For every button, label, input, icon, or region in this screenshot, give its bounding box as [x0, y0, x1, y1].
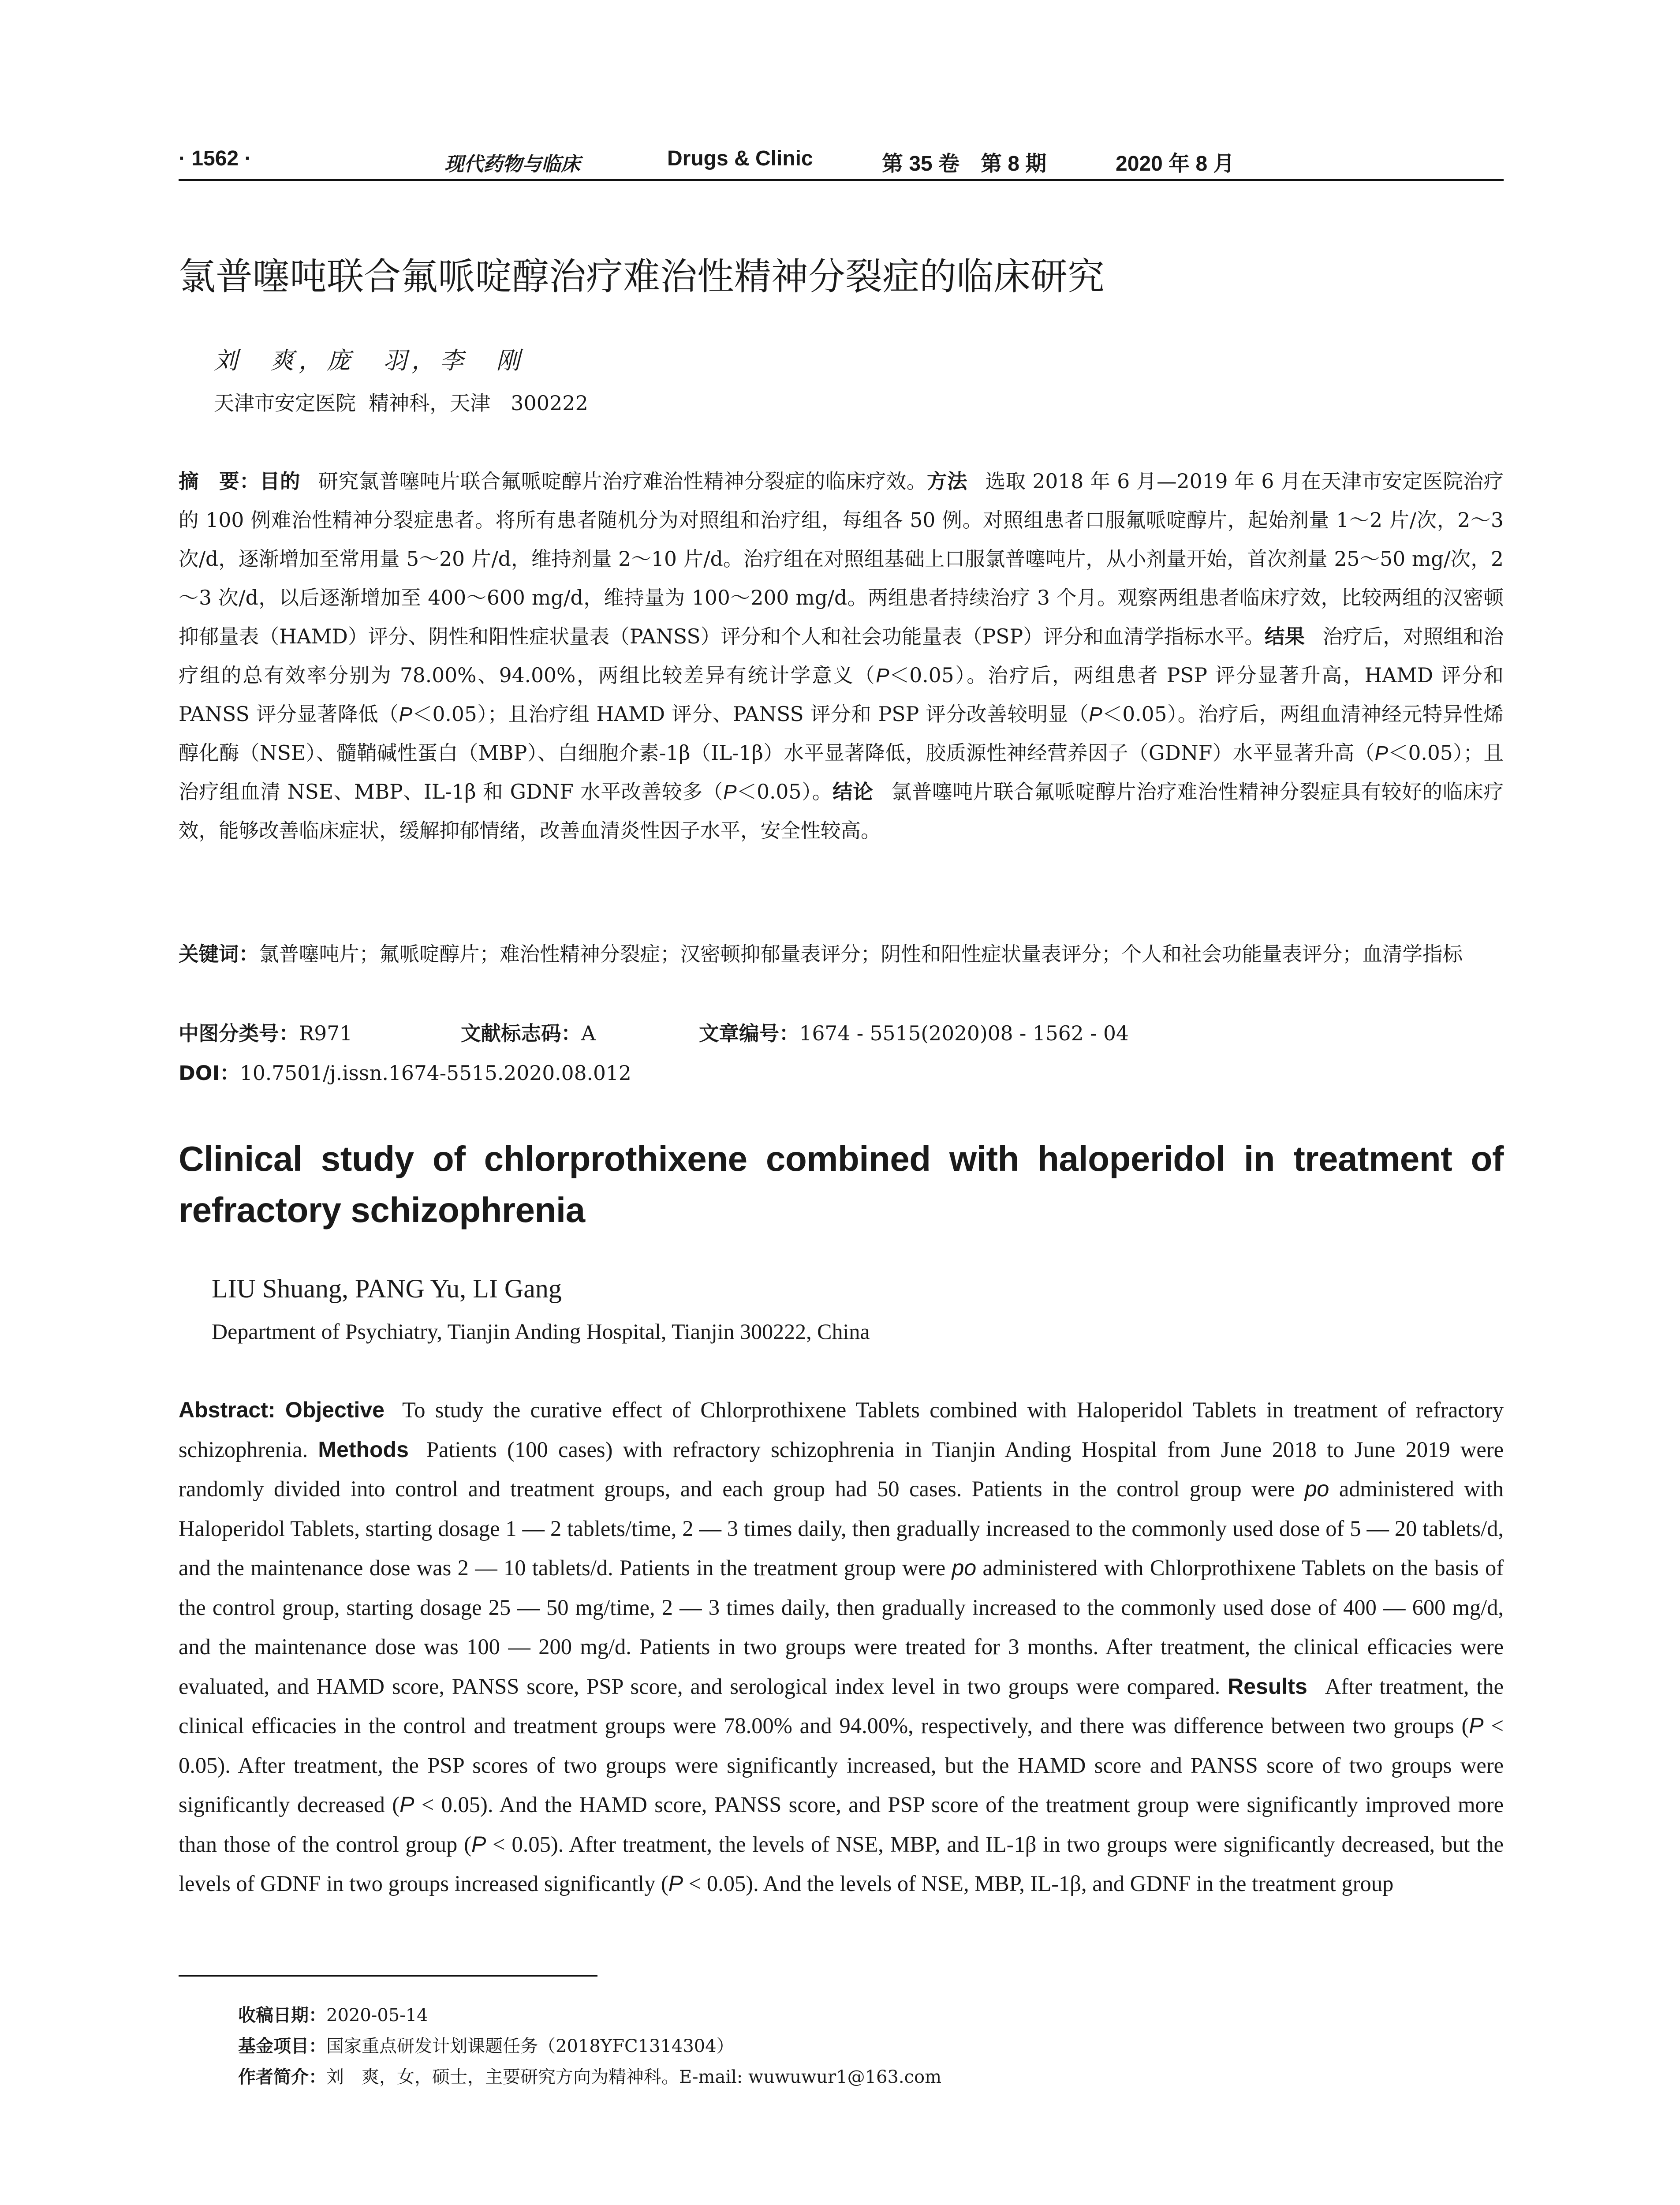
abstract-en	[179, 1390, 1504, 1904]
journal-name-en: Drugs & Clinic	[667, 147, 813, 170]
keywords-cn	[179, 935, 1504, 974]
affiliation-cn: 天津市安定医院 精神科，天津 300222	[214, 391, 588, 415]
p-value-symbol: P	[668, 1871, 683, 1896]
volume-issue: 第 35 卷 第 8 期	[882, 152, 1047, 176]
p-value-symbol: P	[1374, 742, 1388, 764]
doi-line	[179, 1054, 631, 1093]
affiliation-en: Department of Psychiatry, Tianjin Anding Hospital, Tianjin 300222, China	[212, 1319, 870, 1344]
objective-en-text: To study the curative effect of Chlorprothixene Tablets combined with Haloperidol Tablets in treatment of refractory schizophrenia.	[179, 1398, 1504, 1462]
methods-en-text: administered with Haloperidol Tablets, starting dosage 1 — 2 tablets/time, 2 — 3 times daily, then gradually increased to the commonly used dose of 5 — 20 tablets/d, and the maintenance dose was 2 — 10 tablets/d. Patients in the treatment group were	[179, 1476, 1504, 1580]
objective-cn-text: 研究氯普噻吨片联合氟哌啶醇片治疗难治性精神分裂症的临床疗效。	[318, 470, 927, 493]
keywords-cn-label: 关键词：	[179, 942, 259, 966]
results-cn-text: 治疗后，对照组和治疗组的总有效率分别为 78.00%、94.00%，两组比较差异有统计学意义（	[179, 625, 1504, 687]
authors-cn: 刘 爽，庞 羽，李 刚	[214, 347, 524, 374]
clc-number: 中图分类号：R971	[179, 1022, 353, 1045]
p-value-symbol: P	[1469, 1713, 1484, 1738]
results-en-label: Results	[1228, 1674, 1307, 1699]
p-value-symbol: P	[471, 1831, 486, 1857]
results-cn-text: ＜0.05）；且治疗组 HAMD 评分、PANSS 评分和 PSP 评分改善较明显（	[412, 703, 1089, 726]
conclusion-cn-text: 氯普噻吨片联合氟哌啶醇片治疗难治性精神分裂症具有较好的临床疗效，能够改善临床症状，缓解抑郁情绪，改善血清炎性因子水平，安全性较高。	[179, 780, 1504, 842]
article-title-cn: 氯普噻吨联合氟哌啶醇治疗难治性精神分裂症的临床研究	[179, 255, 1105, 298]
methods-en-text: Patients (100 cases) with refractory schizophrenia in Tianjin Anding Hospital from June 2018 to June 2019 were randomly divided into control and treatment groups, and each group had 50 cases. Patients in the control group were	[179, 1437, 1504, 1501]
authors-en: LIU Shuang, PANG Yu, LI Gang	[212, 1274, 562, 1303]
funding-info: 基金项目：国家重点研发计划课题任务（2018YFC1314304）	[238, 2036, 734, 2056]
page-number: · 1562 ·	[179, 147, 252, 170]
footnote-divider	[179, 1975, 597, 1977]
document-code: 文献标志码：A	[461, 1022, 596, 1045]
keywords-cn-text: 氯普噻吨片；氟哌啶醇片；难治性精神分裂症；汉密顿抑郁量表评分；阴性和阳性症状量表评分；个人和社会功能量表评分；血清学指标	[259, 942, 1463, 966]
doi-link[interactable]: 10.7501/j.issn.1674-5515.2020.08.012	[239, 1061, 631, 1085]
po-abbrev: po	[1304, 1476, 1329, 1501]
p-value-symbol: P	[876, 664, 889, 687]
results-en-text: < 0.05). After treatment, the PSP scores of two groups were significantly increased, but the HAMD score and PANSS score of two groups were significantly decreased (	[179, 1713, 1504, 1817]
doi-label: DOI：	[179, 1061, 240, 1085]
abstract-cn-label: 摘 要：	[179, 470, 260, 493]
methods-en-text: administered with Chlorprothixene Tablets on the basis of the control group, starting dosage 25 — 50 mg/time, 2 — 3 times daily, then gradually increased to the commonly used dose of 400 — 600 mg/d, and the maintenance dose was 100 — 200 mg/d. Patients in two groups were treated for 3 months. After treatment, the clinical efficacies were evaluated, and HAMD score, PANSS score, PSP score, and serological index level in two groups were compared.	[179, 1555, 1504, 1699]
article-number: 文章编号：1674 - 5515(2020)08 - 1562 - 04	[699, 1022, 1129, 1045]
journal-name-cn: 现代药物与临床	[444, 153, 580, 176]
conclusion-cn-label: 结论	[833, 780, 874, 804]
objective-cn-label: 目的	[260, 470, 301, 493]
results-cn-text: ＜0.05）。治疗后，两组患者 PSP 评分显著升高，HAMD 评分和 PANSS 评分显著降低（	[179, 664, 1504, 726]
classification-line	[179, 1014, 1504, 1053]
results-cn-text: ＜0.05）。治疗后，两组血清神经元特异性烯醇化酶（NSE）、髓鞘碱性蛋白（MBP）、白细胞介素-1β（IL-1β）水平显著降低，胶质源性神经营养因子（GDNF）水平显著升高（	[179, 703, 1504, 765]
issue-date: 2020 年 8 月	[1116, 152, 1235, 176]
results-en-text: < 0.05). After treatment, the levels of NSE, MBP, and IL-1β in two groups were significantly decreased, but the levels of GDNF in two groups increased significantly (	[179, 1831, 1504, 1896]
results-en-text: After treatment, the clinical efficacies in the control and treatment groups were 78.00% and 94.00%, respectively, and there was difference between two groups (	[179, 1674, 1504, 1738]
running-header	[179, 142, 1504, 181]
results-cn-text: ＜0.05）；且治疗组血清 NSE、MBP、IL-1β 和 GDNF 水平改善较多（	[179, 741, 1504, 804]
footnotes	[238, 2000, 941, 2093]
results-en-text: < 0.05). And the levels of NSE, MBP, IL-1β, and GDNF in the treatment group	[683, 1871, 1394, 1896]
methods-en-label: Methods	[318, 1437, 409, 1462]
p-value-symbol: P	[723, 781, 737, 803]
methods-cn-text: 选取 2018 年 6 月—2019 年 6 月在天津市安定医院治疗的 100 例难治性精神分裂症患者。将所有患者随机分为对照组和治疗组，每组各 50 例。对照组患者口服氟哌啶醇片，起始剂量 1～2 片/次，2～3 次/d，逐渐增加至常用量 5～20 片/d，维持剂量 2～10 片/d。治疗组在对照组基础上口服氯普噻吨片，从小剂量开始，首次剂量 25～50 mg/次，2～3 次/d，以后逐渐增加至 400～600 mg/d，维持量为 100～200 mg/d。两组患者持续治疗 3 个月。观察两组患者临床疗效，比较两组的汉密顿抑郁量表（HAMD）评分、阴性和阳性症状量表（PANSS）评分和个人和社会功能量表（PSP）评分和血清学指标水平。	[179, 470, 1504, 648]
received-date: 收稿日期：2020-05-14	[238, 2005, 428, 2026]
abstract-cn	[179, 462, 1504, 850]
abstract-en-label: Abstract:	[179, 1398, 276, 1422]
author-bio: 作者简介：刘 爽，女，硕士，主要研究方向为精神科。E-mail: wuwuwur1@163.com	[238, 2067, 942, 2087]
article-title-en: Clinical study of chlorprothixene combined with haloperidol in treatment of refractory schizophrenia	[179, 1139, 1504, 1230]
results-en-text: < 0.05). And the HAMD score, PANSS score, and PSP score of the treatment group were significantly improved more than those of the control group (	[179, 1792, 1504, 1857]
p-value-symbol: P	[399, 1792, 414, 1817]
results-cn-text: ＜0.05）。	[736, 780, 833, 804]
p-value-symbol: P	[1089, 703, 1102, 725]
methods-cn-label: 方法	[926, 470, 967, 493]
p-value-symbol: P	[399, 703, 412, 725]
po-abbrev: po	[952, 1555, 977, 1580]
results-cn-label: 结果	[1264, 625, 1305, 648]
objective-en-label: Objective	[285, 1398, 385, 1422]
